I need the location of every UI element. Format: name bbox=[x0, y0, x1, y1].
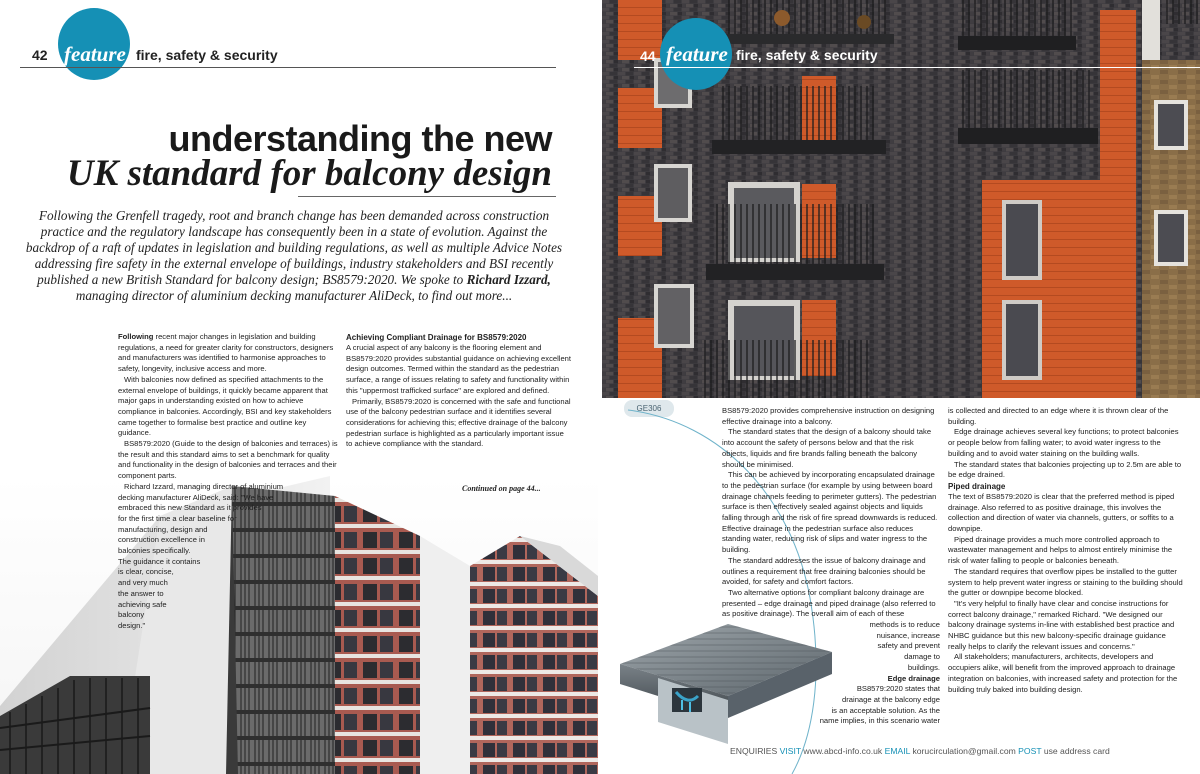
paragraph: A crucial aspect of any balcony is the flooring element and BS8579:2020 provides substantial guidance on achieving excellent design outcomes. Termed within the standard as the pedestrian surface, a range of issues relating to safety and functionality within this "uppermost trafficked surface" are explored and defined. bbox=[346, 343, 572, 395]
left-column-1 bbox=[118, 332, 340, 632]
page-number: 44 bbox=[640, 48, 656, 64]
paragraph: "It's very helpful to finally have clear and concise instructions for correct balcony drainage," remarked Richard. "We designed our balcony drainage systems in-line with established best practice and NHBC guidance but this new balcony-specific drainage guidance really helps to clarify the relevant issues and concerns." bbox=[948, 598, 1175, 651]
right-column-2 bbox=[948, 406, 1184, 695]
article-title-line1: understanding the new bbox=[168, 118, 552, 159]
decking-product-image bbox=[618, 592, 834, 746]
page-number: 42 bbox=[32, 47, 48, 63]
article-title-line2: UK standard for balcony design bbox=[66, 153, 552, 194]
paragraph-line: balcony bbox=[118, 610, 145, 620]
paragraph-line: the answer to bbox=[118, 588, 164, 598]
right-page bbox=[602, 0, 1200, 774]
paragraph-line: balconies specifically. bbox=[118, 546, 191, 556]
paragraph: BS8579:2020 provides comprehensive instruction on designing effective drainage into a balcony. bbox=[722, 406, 935, 426]
paragraph-line: BS8579:2020 states that bbox=[856, 684, 940, 694]
paragraph-line: for the first time a clear baseline for bbox=[118, 513, 237, 523]
section-name: fire, safety & security bbox=[136, 47, 278, 63]
paragraph-line: is clear, concise, bbox=[118, 567, 174, 577]
paragraph: The standard addresses the issue of balcony drainage and outlines a requirement that free draining balconies should be avoided, for safety and comfort factors. bbox=[722, 555, 926, 587]
paragraph: With balconies now defined as specified attachments to the external envelope of buildings, it quickly became apparent that major gaps in understanding existed on how to achieve compliance in balconies. Accordingly, BSI and key stakeholders came together to formalise best practice and outline key guidance. bbox=[118, 374, 332, 438]
paragraph-line: manufacturing, design and bbox=[118, 524, 208, 534]
paragraph: Piped drainage provides a much more controlled approach to wastewater management and helps to almost entirely minimise the risk of water falling to people or balconies beneath. bbox=[948, 534, 1173, 566]
subheading: Achieving Compliant Drainage for BS8579:2020 bbox=[346, 333, 527, 342]
paragraph: The standard states that balconies projecting up to 2.5m are able to be edge drained. bbox=[948, 459, 1182, 480]
paragraph-line: The guidance it contains bbox=[118, 556, 201, 566]
footer-email-link[interactable]: korucirculation@gmail.com bbox=[912, 746, 1016, 756]
paragraph bbox=[118, 332, 340, 375]
standfirst bbox=[20, 208, 568, 305]
left-page bbox=[0, 0, 598, 774]
feature-badge-label: feature bbox=[666, 42, 728, 66]
footer-visit-label: VISIT bbox=[779, 746, 802, 756]
title-rule bbox=[298, 196, 556, 197]
paragraph-line: embraced this new Standard as it provides bbox=[118, 503, 262, 513]
paragraph-line: nuisance, increase bbox=[876, 630, 940, 640]
subheading: Piped drainage bbox=[948, 481, 1006, 491]
standfirst-tail: managing director of aluminium decking manufacturer AliDeck, to find out more... bbox=[75, 288, 513, 304]
paragraph-line: safety and prevent bbox=[877, 641, 940, 651]
paragraph-line: name implies, in this scenario water bbox=[819, 716, 940, 726]
paragraph-line: methods is to reduce bbox=[869, 620, 940, 630]
lead-word: Following bbox=[118, 332, 154, 341]
paragraph-text: recent major changes in legislation and building regulations, a need for greater clarity for constructors, designers and manufacturers was identified to harmonise approaches to safety, longevity, inclusive access and more. bbox=[118, 332, 334, 374]
paragraph-line: is an acceptable solution. As the bbox=[831, 705, 940, 715]
paragraph: The standard requires that overflow pipes be installed to the gutter system to help prevent water ingress or staining to the building should the gutter or downpipe become blocked. bbox=[948, 566, 1183, 598]
feature-badge-label: feature bbox=[64, 42, 126, 66]
header-rule bbox=[634, 67, 1200, 68]
paragraph-line: construction excellence in bbox=[118, 535, 205, 545]
paragraph-line: drainage at the balcony edge bbox=[842, 694, 940, 704]
paragraph: is collected and directed to an edge where it is thrown clear of the building. bbox=[948, 406, 1169, 426]
footer-email-label: EMAIL bbox=[884, 746, 911, 756]
section-name: fire, safety & security bbox=[736, 47, 878, 63]
standfirst-name: Richard Izzard, bbox=[466, 272, 551, 288]
continued-link[interactable]: Continued on page 44... bbox=[462, 484, 541, 493]
footer-website-link[interactable]: www.abcd-info.co.uk bbox=[803, 746, 883, 756]
paragraph: Two alternative options for compliant balcony drainage are presented – edge drainage and piped drainage (also referred to as positive drainage). The overall aim of each of these bbox=[722, 587, 936, 619]
footer-post-text: use address card bbox=[1043, 746, 1110, 756]
footer-post-label: POST bbox=[1018, 746, 1042, 756]
header-rule bbox=[20, 67, 556, 68]
paragraph-line: Richard Izzard, managing director of aluminium bbox=[124, 481, 284, 491]
subheading: Edge drainage bbox=[887, 673, 940, 683]
paragraph-line: decking manufacturer AliDeck, said: "We have bbox=[118, 492, 274, 502]
paragraph-line: achieving safe bbox=[118, 599, 167, 609]
left-column-2 bbox=[346, 332, 572, 450]
paragraph-line: damage to bbox=[904, 652, 940, 662]
paragraph: Edge drainage achieves several key functions; to protect balconies or people below from falling water; to avoid water ingress to the building and to avoid water staining on the building walls. bbox=[948, 427, 1179, 458]
paragraph: The text of BS8579:2020 is clear that the preferred method is piped drainage. Also referred to as positive drainage, this involves the collection and direction of water via channels, gutters, or soffits to a downpipe. bbox=[948, 491, 1175, 534]
paragraph: All stakeholders; manufacturers, architects, developers and occupiers alike, will benefit from the improved approach to drainage integration on balconies, with increased safety and protection for the building truly baked into building design. bbox=[948, 652, 1178, 694]
photo-tag: GE306 bbox=[624, 400, 674, 417]
paragraph-line: design." bbox=[118, 620, 146, 630]
enquiries-footer bbox=[730, 746, 1110, 756]
footer-enquiries: ENQUIRIES bbox=[730, 746, 778, 756]
paragraph-line: and very much bbox=[118, 578, 168, 588]
paragraph: This can be achieved by incorporating encapsulated drainage to the pedestrian surface (for example by using between board drainage channels feeding to perimeter gutters). The pedestrian surface is then effectively sealed against objects and liquids falling through and the risk of fire spread downwards is reduced. Effective drainage in the pedestrian surface also reduces standing water, reducing risk of slips and water ingress to the building. bbox=[722, 470, 938, 555]
paragraph: Primarily, BS8579:2020 is concerned with the safe and functional use of the balcony pedestrian surface and it identifies several considerations for achieving this; effective drainage of the balcony pedestrian surface is highlighted as a particularly important issue to achieve compliance with the standard. bbox=[346, 396, 571, 449]
paragraph-line: buildings. bbox=[907, 662, 940, 672]
paragraph: BS8579:2020 (Guide to the design of balconies and terraces) is the result and this standard aims to set a benchmark for quality and functionality in the design of balconies and terraces and their component parts. bbox=[118, 439, 338, 481]
paragraph: The standard states that the design of a balcony should take into account the safety of persons below and that the risk objects, liquids and fire brands falling beneath the balcony should be minimised. bbox=[722, 427, 932, 469]
standfirst-text: Following the Grenfell tragedy, root and branch change has been demanded across construction practice and the regulatory landscape has consequently been in a state of evolution. Against the backdrop of a raft of updates in legislation and building regulations, as well as multiple Advice Notes addressing fire safety in the external envelope of buildings, industry stakeholders and BSI recently published a new British Standard for balcony design; BS8579:2020. We spoke to bbox=[25, 208, 563, 288]
